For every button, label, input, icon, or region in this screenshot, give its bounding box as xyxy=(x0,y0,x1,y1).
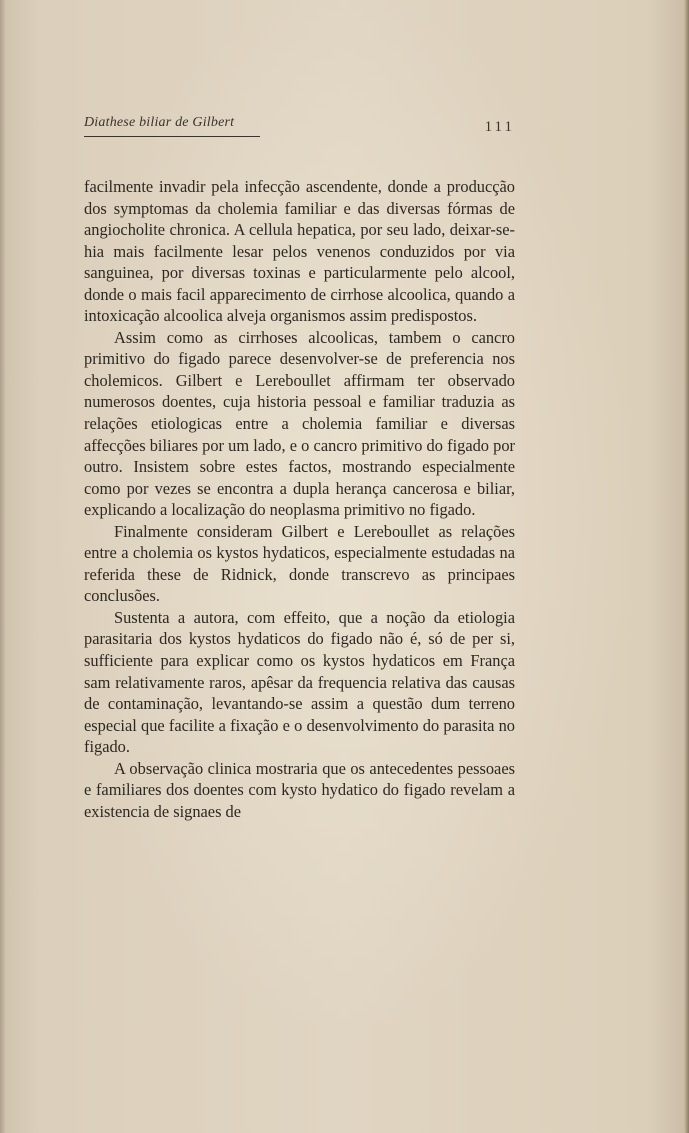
page-number: 111 xyxy=(484,119,515,135)
paragraph-2: Assim como as cirrhoses alcoolicas, tambem o cancro primitivo do figado parece desenvolver-se de preferencia nos cholemicos. Gilbert e Lereboullet affirmam ter observado numerosos doentes, cuja historia pessoal e familiar traduzia as relações etiologicas entre a cholemia familiar e diversas affecções biliares por um lado, e o cancro primitivo do figado por outro. Insistem sobre estes factos, mostrando especialmente como por vezes se encontra a dupla herança cancerosa e biliar, explicando a localização do neoplasma primitivo no figado. xyxy=(84,327,515,520)
page-left-shadow xyxy=(0,0,6,1133)
running-title: Diathese biliar de Gilbert xyxy=(84,115,235,130)
header-rule xyxy=(84,136,260,137)
body-text xyxy=(84,176,515,822)
paragraph-4: Sustenta a autora, com effeito, que a noção da etiologia parasitaria dos kystos hydaticos do figado não é, só de per si, sufficiente para explicar como os kystos hydaticos em França sam relativamente raros, apêsar da frequencia relativa das causas de contaminação, levantando-se assim a questão dum terreno especial que facilite a fixação e o desenvolvimento do parasita no figado. xyxy=(84,607,515,757)
paragraph-5: A observação clinica mostraria que os antecedentes pessoaes e familiares dos doentes com kysto hydatico do figado revelam a existencia de signaes de xyxy=(84,758,515,821)
paragraph-3: Finalmente consideram Gilbert e Lereboullet as relações entre a cholemia os kystos hydaticos, especialmente estudadas na referida these de Ridnick, donde transcrevo as principaes conclusões. xyxy=(84,521,515,606)
page-right-edge xyxy=(684,0,689,1133)
paragraph-1: facilmente invadir pela infecção ascendente, donde a producção dos symptomas da cholemia familiar e das diversas fórmas de angiocholite chronica. A cellula hepatica, por seu lado, deixar-se-hia mais facilmente lesar pelos venenos conduzidos por via sanguinea, por diversas toxinas e particularmente pelo alcool, donde o mais facil apparecimento de cirrhose alcoolica, quando a intoxicação alcoolica alveja organismos assim predispostos. xyxy=(84,177,515,326)
